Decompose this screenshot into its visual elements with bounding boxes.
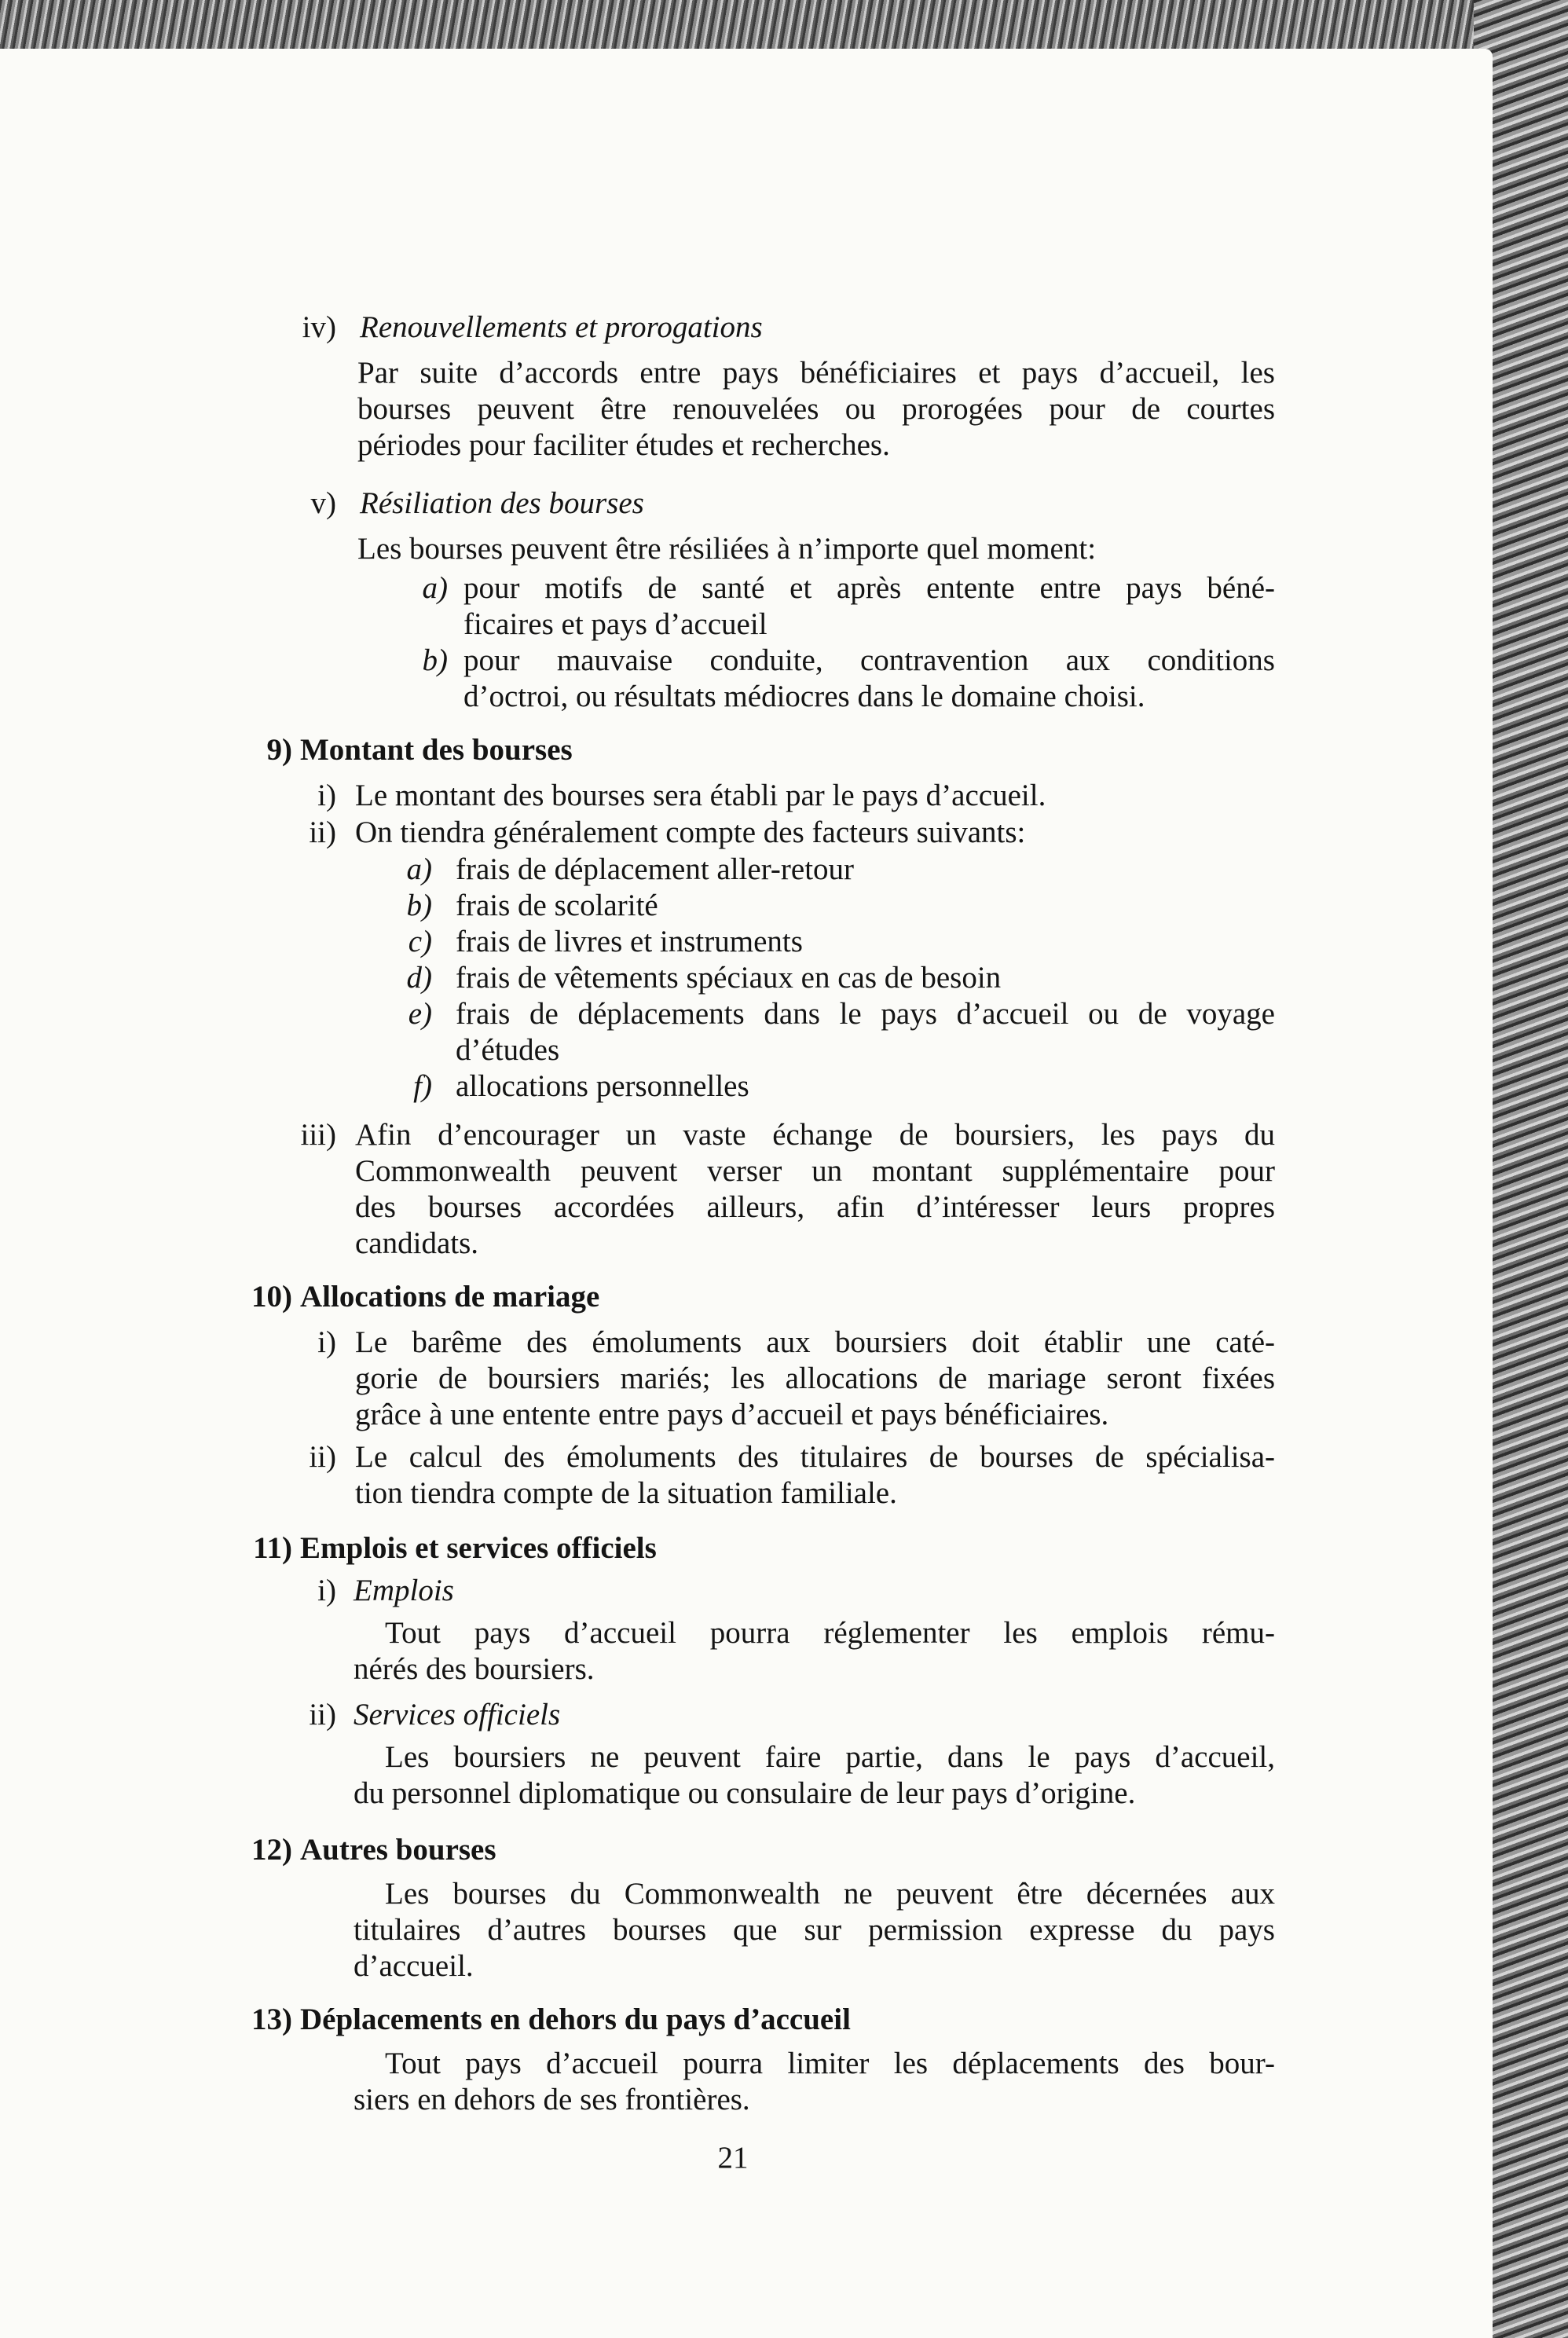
- section-9-i-text: Le montant des bourses sera établi par le pays d’accueil.: [355, 779, 1046, 812]
- list-item-label: f): [413, 1069, 432, 1103]
- section-11-ii-line: du personnel diplomatique ou consulaire de leur pays d’origine.: [354, 1776, 1136, 1810]
- list-item-line: ficaires et pays d’accueil: [463, 607, 768, 641]
- list-item-line: frais de déplacements dans le pays d’accueil ou de voyage: [456, 997, 1275, 1031]
- document-page: [0, 49, 1493, 2338]
- list-item-label: d): [406, 961, 432, 995]
- list-item-line: d’études: [456, 1033, 560, 1067]
- section-v-number: v): [310, 486, 336, 520]
- list-item-line: d’octroi, ou résultats médiocres dans le domaine choisi.: [463, 680, 1145, 713]
- page-content: [0, 49, 1493, 2338]
- section-11-i-title: Emplois: [354, 1574, 454, 1607]
- list-item-label: a): [406, 852, 432, 886]
- list-item-line: frais de scolarité: [456, 889, 658, 922]
- section-10-number: 10): [251, 1280, 292, 1314]
- section-11-ii-line: Les boursiers ne peuvent faire partie, dans le pays d’accueil,: [385, 1740, 1275, 1774]
- section-10-title: Allocations de mariage: [300, 1280, 600, 1314]
- section-10-i-number: i): [317, 1325, 336, 1359]
- section-iv-number: iv): [302, 310, 336, 344]
- section-10-ii-number: ii): [309, 1440, 336, 1474]
- section-9-ii-number: ii): [309, 815, 336, 849]
- page-number: 21: [717, 2141, 749, 2175]
- section-13-number: 13): [251, 2003, 292, 2036]
- section-9-iii-line: des bourses accordées ailleurs, afin d’intéresser leurs propres: [355, 1190, 1275, 1224]
- section-9-i-number: i): [317, 779, 336, 812]
- list-item-label: a): [422, 571, 448, 605]
- list-item-label: b): [406, 889, 432, 922]
- list-item-label: b): [422, 643, 448, 677]
- section-13-line: siers en dehors de ses frontières.: [354, 2083, 750, 2116]
- list-item-line: frais de vêtements spéciaux en cas de besoin: [456, 961, 1002, 995]
- section-9-number: 9): [266, 733, 292, 767]
- section-10-ii-line: Le calcul des émoluments des titulaires de bourses de spécialisa-: [355, 1440, 1275, 1474]
- section-iv-line: bourses peuvent être renouvelées ou prorogées pour de courtes: [357, 392, 1275, 426]
- section-11-i-number: i): [317, 1574, 336, 1607]
- section-11-ii-number: ii): [309, 1698, 336, 1732]
- list-item-line: allocations personnelles: [456, 1069, 749, 1103]
- section-11-ii-title: Services officiels: [354, 1698, 561, 1732]
- section-10-i-line: Le barême des émoluments aux boursiers doit établir une caté-: [355, 1325, 1275, 1359]
- list-item-line: pour motifs de santé et après entente entre pays béné-: [463, 571, 1275, 605]
- section-v-intro: Les bourses peuvent être résiliées à n’importe quel moment:: [357, 532, 1097, 566]
- list-item-label: e): [408, 997, 432, 1031]
- section-9-iii-line: Commonwealth peuvent verser un montant supplémentaire pour: [355, 1154, 1275, 1188]
- list-item-line: frais de livres et instruments: [456, 925, 803, 958]
- section-12-title: Autres bourses: [300, 1833, 496, 1867]
- section-iv-line: Par suite d’accords entre pays bénéficiaires et pays d’accueil, les: [357, 356, 1275, 390]
- list-item-label: c): [408, 925, 432, 958]
- section-11-title: Emplois et services officiels: [300, 1531, 657, 1565]
- list-item-line: frais de déplacement aller-retour: [456, 852, 855, 886]
- section-12-line: Les bourses du Commonwealth ne peuvent être décernées aux: [385, 1877, 1275, 1911]
- section-12-number: 12): [251, 1833, 292, 1867]
- section-9-title: Montant des bourses: [300, 733, 573, 767]
- section-v-title: Résiliation des bourses: [360, 486, 644, 520]
- section-9-iii-line: candidats.: [355, 1226, 479, 1260]
- section-10-i-line: gorie de boursiers mariés; les allocations de mariage seront fixées: [355, 1361, 1275, 1395]
- section-12-line: titulaires d’autres bourses que sur permission expresse du pays: [354, 1913, 1275, 1947]
- section-iv-title: Renouvellements et prorogations: [360, 310, 763, 344]
- section-13-title: Déplacements en dehors du pays d’accueil: [300, 2003, 851, 2036]
- section-9-iii-number: iii): [300, 1118, 336, 1152]
- section-10-ii-line: tion tiendra compte de la situation familiale.: [355, 1476, 897, 1510]
- scan-top-edge: [0, 0, 1568, 49]
- section-11-number: 11): [253, 1531, 292, 1565]
- section-13-line: Tout pays d’accueil pourra limiter les déplacements des bour-: [385, 2047, 1275, 2080]
- section-12-line: d’accueil.: [354, 1949, 474, 1983]
- section-11-i-line: nérés des boursiers.: [354, 1652, 595, 1686]
- list-item-line: pour mauvaise conduite, contravention aux conditions: [463, 643, 1275, 677]
- section-11-i-line: Tout pays d’accueil pourra réglementer les emplois rému-: [385, 1616, 1275, 1650]
- section-10-i-line: grâce à une entente entre pays d’accueil et pays bénéficiaires.: [355, 1398, 1109, 1431]
- section-9-ii-text: On tiendra généralement compte des facteurs suivants:: [355, 815, 1026, 849]
- section-iv-line: périodes pour faciliter études et recherches.: [357, 428, 890, 462]
- section-9-iii-line: Afin d’encourager un vaste échange de boursiers, les pays du: [355, 1118, 1275, 1152]
